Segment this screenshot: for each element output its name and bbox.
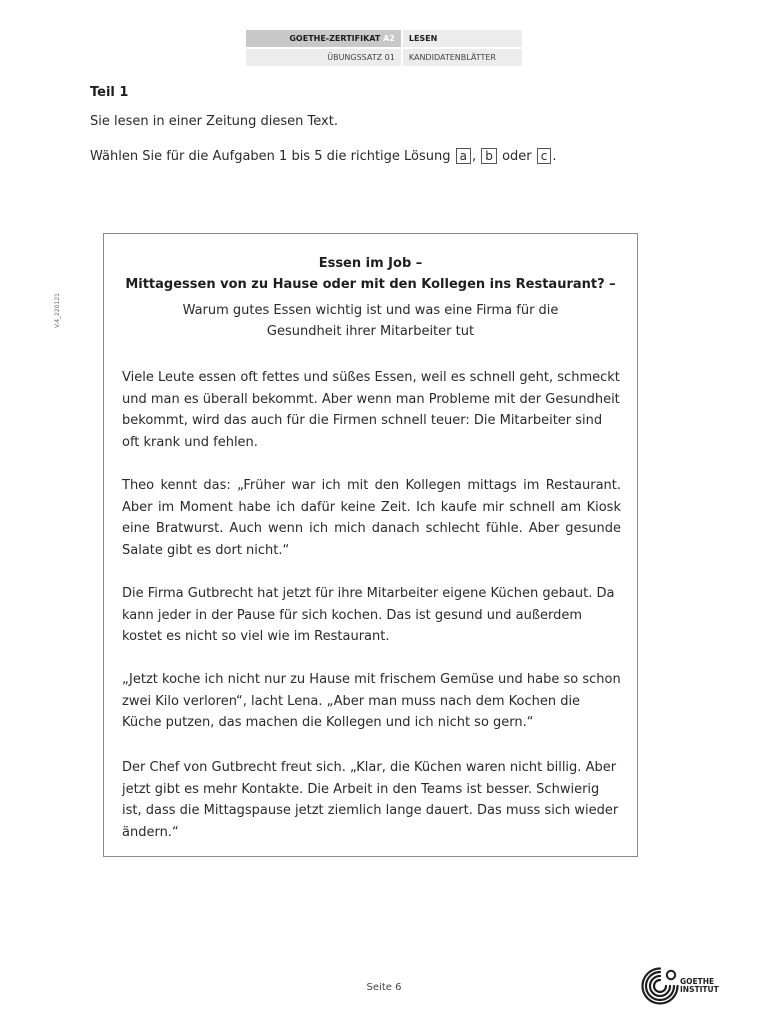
article-paragraph-1: Viele Leute essen oft fettes und süßes Essen, weil es schnell geht, schmeckt und man es überall bekommt. Aber wenn man Probleme mit der Gesundheit bekommt, wird das auch für die Firmen schnell teuer: Die Mitarbeiter sind oft krank und fehlen. — [122, 370, 620, 450]
part-heading: Teil 1 — [90, 85, 129, 100]
article-paragraph-3: Die Firma Gutbrecht hat jetzt für ihre Mitarbeiter eigene Küchen gebaut. Da kann jeder in der Pause für sich kochen. Das ist gesund und außerdem kostet es nicht so viel wie im Restaurant. — [122, 586, 615, 645]
exam-header-row-bottom — [246, 49, 522, 66]
option-b-box: b — [481, 148, 497, 164]
sheet-type: KANDIDATENBLÄTTER — [403, 49, 522, 66]
certificate-cell — [246, 30, 401, 47]
goethe-institut-logo — [640, 966, 720, 1006]
certificate-level: A2 — [383, 34, 395, 43]
article-title-line-1: Essen im Job – — [318, 256, 423, 271]
goethe-spiral-logo-icon — [640, 966, 680, 1006]
article-paragraph-2: Theo kennt das: „Früher war ich mit den Kollegen mittags im Restaurant. Aber im Moment habe ich dafür keine Zeit. Ich kaufe mir schnell am Kiosk eine Bratwurst. Auch wenn ich mich danach schlecht fühle. Aber gesunde Salate gibt es dort nicht.“ — [122, 478, 621, 558]
article-paragraph-4: „Jetzt koche ich nicht nur zu Hause mit frischem Gemüse und habe so schon zwei Kilo verloren“, lacht Lena. „Aber man muss nach dem Kochen die Küche putzen, das machen die Kollegen und ich nicht so gern.“ — [122, 672, 621, 731]
option-c-box: c — [537, 148, 552, 164]
instruction-line-2 — [90, 148, 557, 164]
article-box — [103, 233, 638, 857]
article-subtitle: Warum gutes Essen wichtig ist und was eine Firma für die Gesundheit ihrer Mitarbeiter tut — [182, 303, 559, 339]
article-title-line-2: Mittagessen von zu Hause oder mit den Kollegen ins Restaurant? – — [125, 277, 616, 292]
module-name: LESEN — [403, 30, 522, 47]
instruction-text: Wählen Sie für die Aufgaben 1 bis 5 die richtige Lösung — [90, 149, 451, 164]
sentence-end: . — [552, 149, 557, 164]
page-number: Seite 6 — [366, 982, 402, 993]
certificate-name: GOETHE-ZERTIFIKAT — [289, 34, 381, 43]
option-a-box: a — [456, 148, 471, 164]
or-word: oder — [502, 149, 532, 164]
separator-comma: , — [472, 149, 477, 164]
instruction-line-1: Sie lesen in einer Zeitung diesen Text. — [90, 114, 338, 129]
version-code: V.4_220121 — [54, 293, 61, 328]
exam-header-row-top — [246, 30, 522, 47]
logo-wordmark: GOETHE INSTITUT — [680, 977, 719, 994]
practice-set: ÜBUNGSSATZ 01 — [246, 49, 401, 66]
exam-header — [246, 30, 522, 66]
article-paragraph-5: Der Chef von Gutbrecht freut sich. „Klar, die Küchen waren nicht billig. Aber jetzt gibt es mehr Kontakte. Die Arbeit in den Teams ist besser. Schwierig ist, dass die Mittagspause jetzt ziemlich lange dauert. Das muss sich wieder ändern.“ — [122, 760, 619, 840]
